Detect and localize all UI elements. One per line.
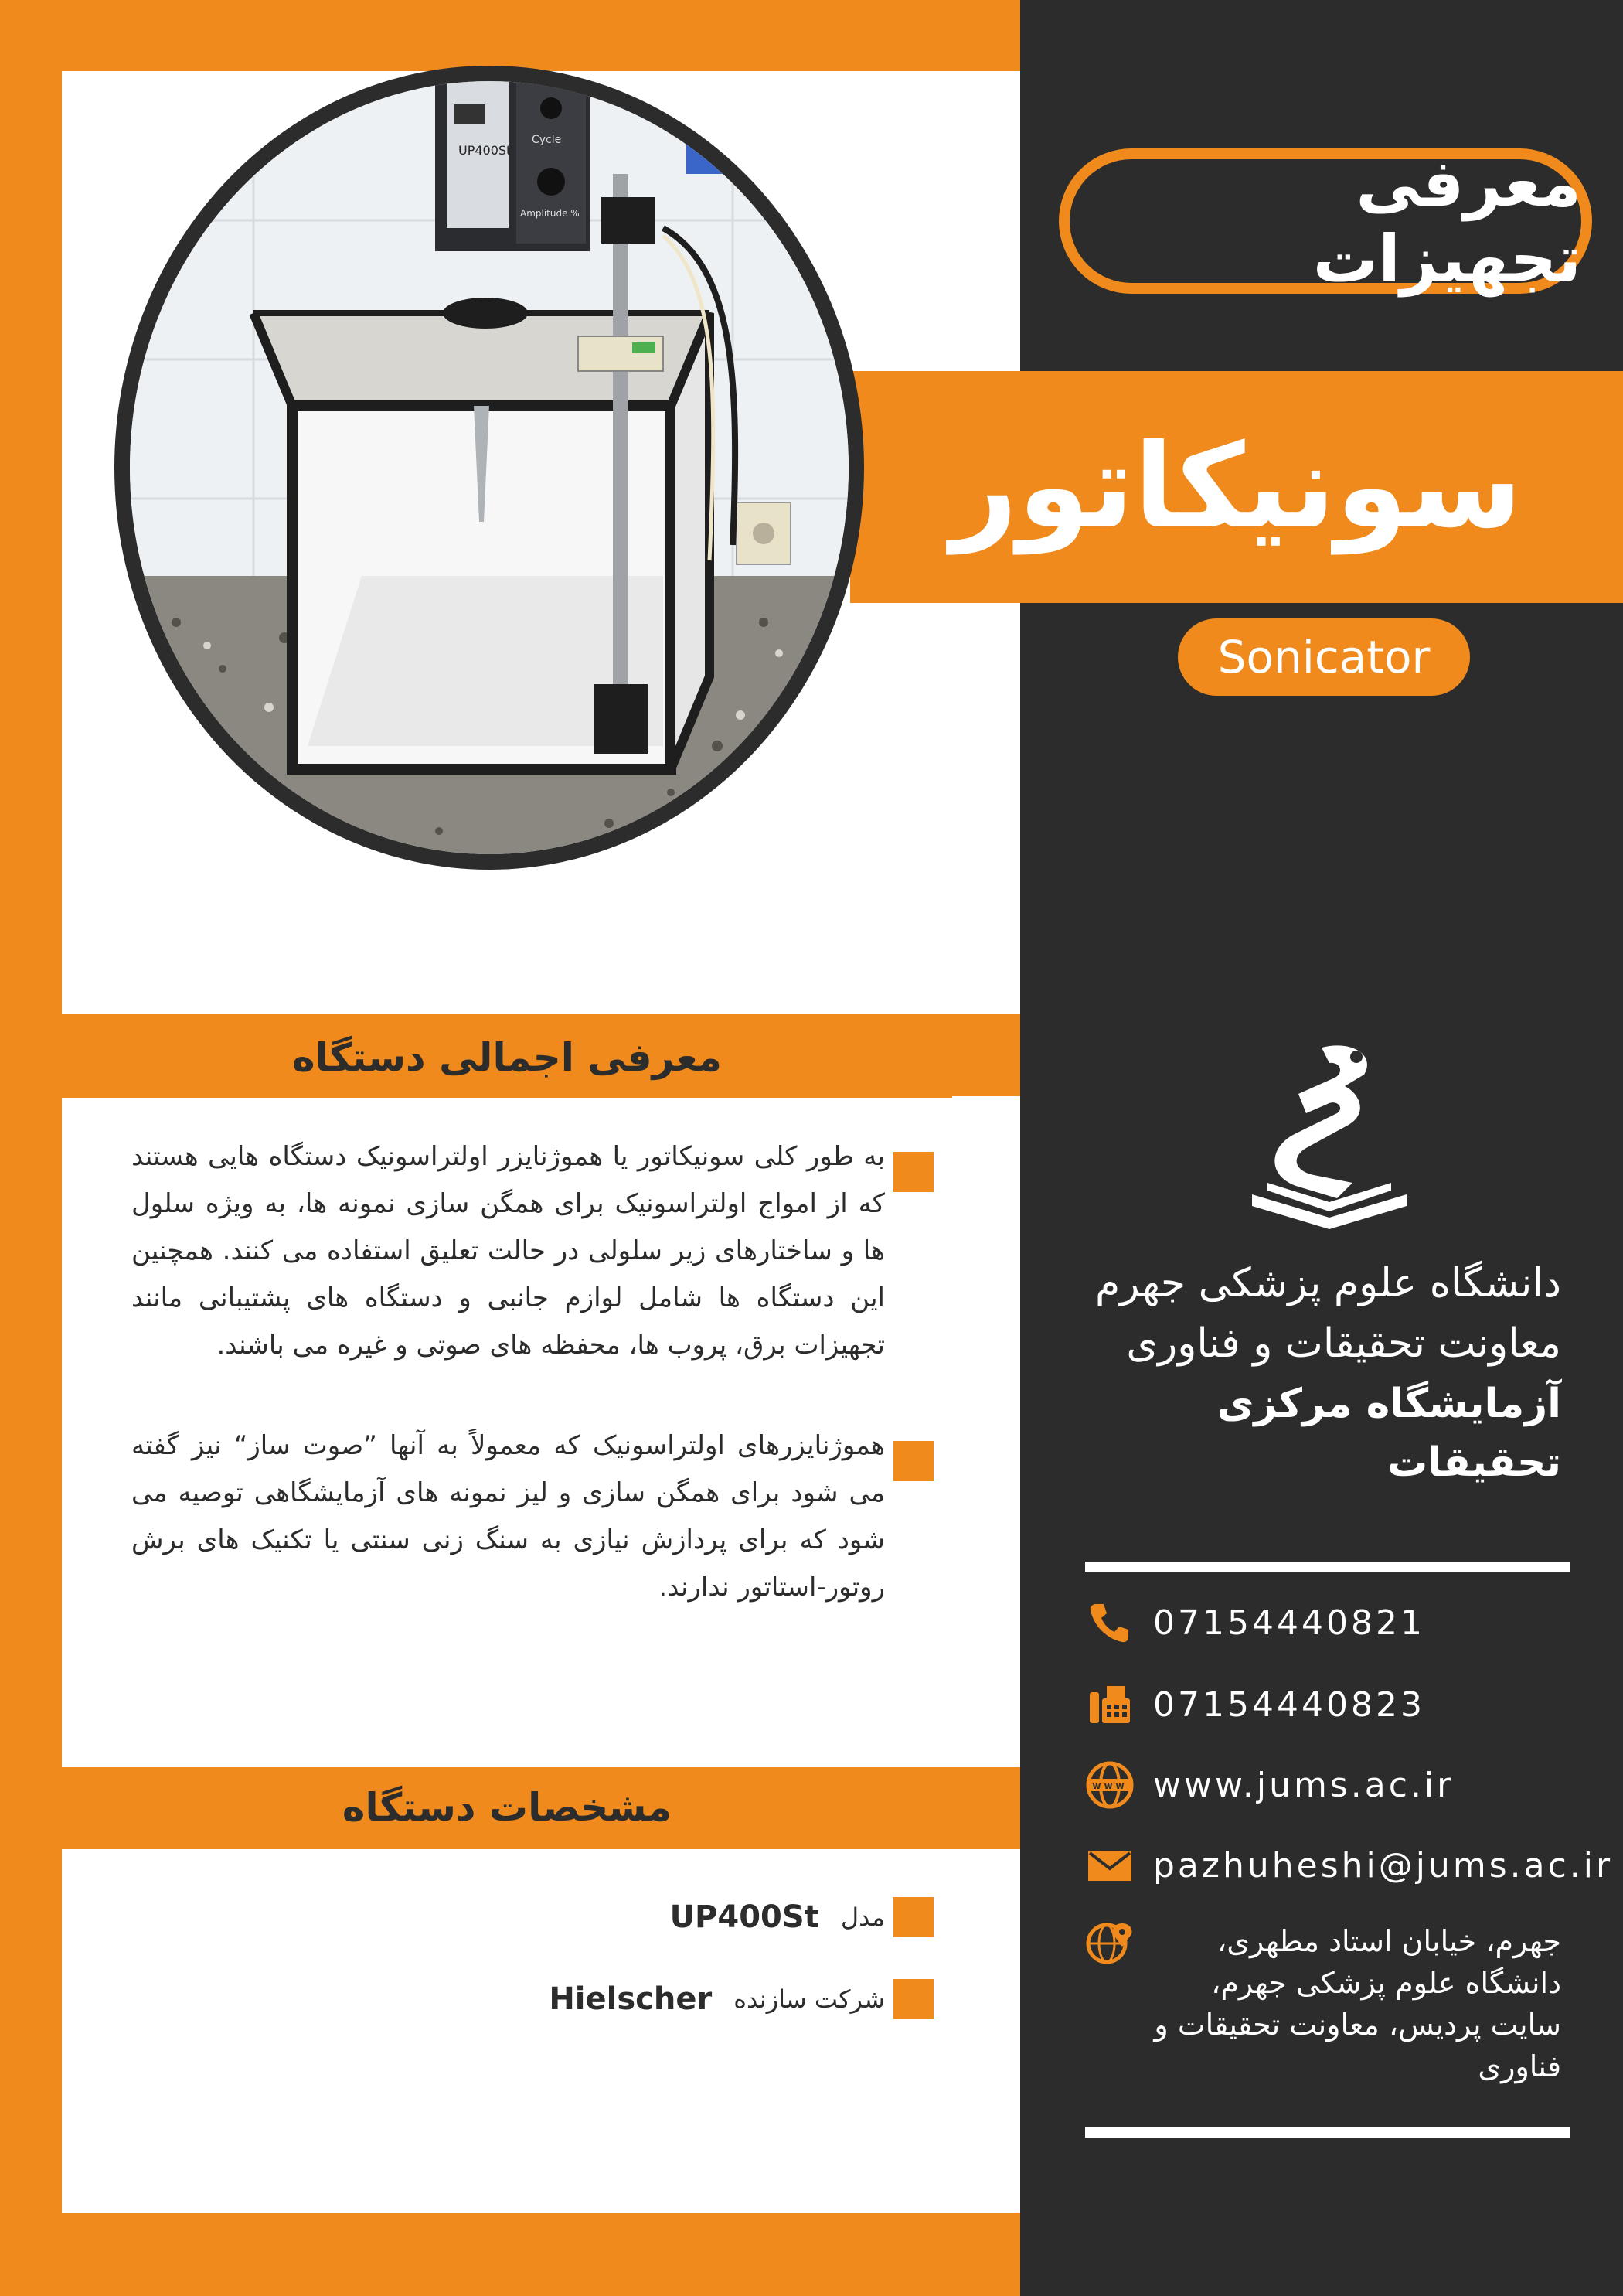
phone-icon	[1085, 1598, 1135, 1647]
device-name-en: Sonicator	[1178, 618, 1470, 696]
email-link[interactable]: pazhuheshi@jums.ac.ir	[1153, 1845, 1614, 1886]
overview-paragraph-2: هموژنایزرهای اولتراسونیک که معمولاً به آنها ”صوت ساز“ نیز گفته می شود برای همگن سازی و لیز نمونه های آزمایشگاهی توصیه می شود که برای پردازش نیازی به سنگ زنی سنتی یا تکنیک های برش روتور-استاتور ندارند.	[131, 1430, 885, 1603]
globe-icon	[1085, 1760, 1135, 1810]
location-icon	[1085, 1919, 1135, 1968]
spec-label: شرکت سازنده	[733, 1984, 885, 2014]
cycle-label: Cycle	[532, 134, 562, 146]
svg-text:www: www	[1092, 1780, 1128, 1791]
overview-paragraph-1: به طور کلی سونیکاتور یا هموژنایزر اولتراسونیک دستگاه هایی هستند که از امواج اولتراسونیک برای همگن سازی نمونه ها، به ویژه سلول ها و ساختارهای زیر سلولی در حالت تعلیق استفاده می کنند. همچنین این دستگاه ها شامل لوازم جانبی و دستگاه های پشتیبانی مانند تجهیزات برق، پروب ها، محفظه های صوتی و غیره می باشند.	[131, 1141, 885, 1361]
contact-website[interactable]	[1085, 1758, 1570, 1812]
device-photo-frame	[114, 66, 864, 870]
amplitude-label: Amplitude %	[520, 208, 580, 219]
specs-heading: مشخصات دستگاه	[62, 1767, 952, 1848]
contact-phone	[1085, 1596, 1570, 1650]
bullet-marker	[893, 1897, 934, 1937]
spec-value: Hielscher	[549, 1981, 713, 2017]
device-panel-label: UP400St	[458, 143, 512, 158]
mail-icon	[1085, 1841, 1135, 1890]
page-title: معرفی تجهیزات	[1059, 148, 1592, 294]
phone-number: 07154440821	[1153, 1603, 1425, 1643]
lab-name: آزمایشگاه مرکزی تحقیقات	[1216, 1381, 1561, 1486]
spec-row-manufacturer	[464, 1976, 885, 2022]
university-name: دانشگاه علوم پزشکی جهرم	[1095, 1260, 1561, 1306]
bullet-marker	[893, 1152, 934, 1192]
sonicator-illustration	[130, 81, 849, 854]
spec-label: مدل	[840, 1903, 885, 1932]
fax-icon	[1085, 1680, 1135, 1729]
university-logo	[1221, 1040, 1438, 1233]
overview-heading: معرفی اجمالی دستگاه	[62, 1017, 952, 1098]
device-name-fa: سونیکاتور	[951, 420, 1523, 554]
vice-chancellor: معاونت تحقیقات و فناوری	[1126, 1320, 1561, 1367]
device-photo	[130, 81, 849, 854]
contact-fax	[1085, 1678, 1570, 1732]
spec-value: UP400St	[669, 1899, 819, 1935]
address-text: جهرم، خیابان استاد مطهری، دانشگاه علوم پزشکی جهرم، سایت پردیس، معاونت تحقیقات و فناوری	[1154, 1924, 1561, 2083]
divider-top	[1085, 1562, 1570, 1572]
divider-bottom	[1085, 2127, 1570, 2138]
website-link[interactable]: www.jums.ac.ir	[1153, 1765, 1455, 1805]
spec-row-model	[464, 1894, 885, 1940]
contact-email[interactable]	[1085, 1838, 1614, 1892]
bullet-marker	[893, 1441, 934, 1481]
fax-number: 07154440823	[1153, 1685, 1425, 1725]
bullet-marker	[893, 1979, 934, 2019]
